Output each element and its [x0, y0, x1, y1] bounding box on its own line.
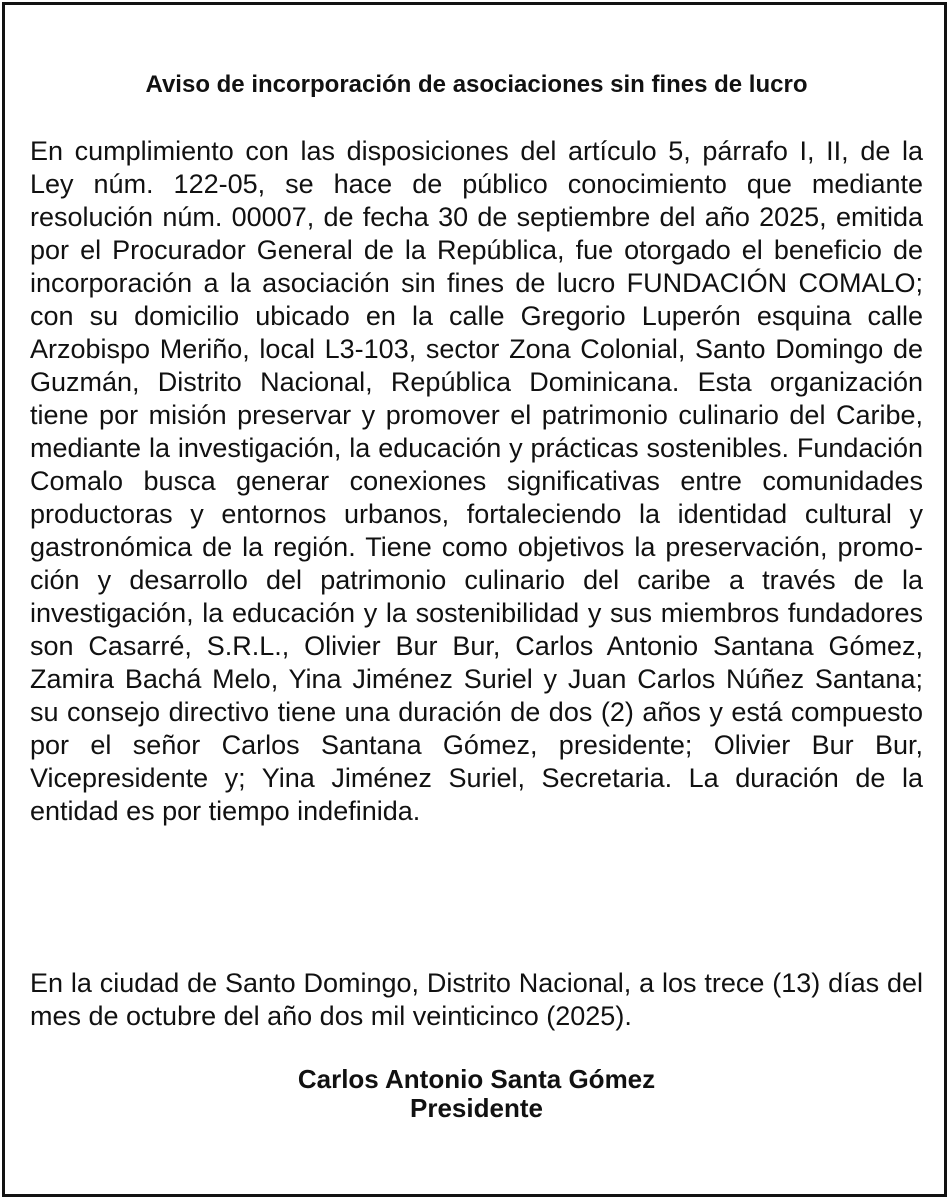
signatory-name: Carlos Antonio Santa Gómez — [297, 1064, 656, 1094]
notice-title: Aviso de incorporación de asociaciones sin fines de lucro — [145, 71, 808, 98]
notice-date-paragraph: En la ciudad de Santo Domingo, Distrito Nacional, a los trece (13) días del mes de octubre del año dos mil veinticinco (2025). — [30, 968, 923, 1031]
signatory-title: Presidente — [410, 1093, 543, 1123]
notice-body-paragraph: En cumplimiento con las disposiciones del artículo 5, párrafo I, II, de la Ley núm. 122-05, se hace de público conocimiento que mediante resolución núm. 00007, de fecha 30 de septiembre del año 2025, emitida por el Procurador General de la República, fue otorgado el beneficio de incorporación a la asociación sin fines de lucro FUNDACIÓN COMALO; con su domicilio ubicado en la calle Gregorio Luperón esquina calle Arzobispo Meriño, local L3-103, sector Zona Colonial, Santo Domingo de Guzmán, Distrito Nacional, República Dominicana. Esta organización tiene por misión preservar y promover el patrimonio culinario del Caribe, mediante la investigación, la educación y prácticas sostenibles. Fundación Comalo busca generar conexiones significativas entre comunidades productoras y entornos urbanos, fortaleciendo la identidad cultural y gastronómica de la región. Tiene como objetivos la preservación, promoción y desarrollo del patrimonio culinario del caribe a través de la investigación, la educación y la sostenibilidad y sus miembros fundadores son Casarré, S.R.L., Olivier Bur Bur, Carlos Antonio Santana Gómez, Zamira Bachá Melo, Yina Jiménez Suriel y Juan Carlos Núñez Santana; su consejo directivo tiene una duración de dos (2) años y está compuesto por el señor Carlos Santana Gómez, presidente; Olivier Bur Bur, Vicepresidente y; Yina Jiménez Suriel, Secretaria. La duración de la entidad es por tiempo indefinida. — [30, 136, 923, 826]
notice-border — [2, 2, 947, 1197]
